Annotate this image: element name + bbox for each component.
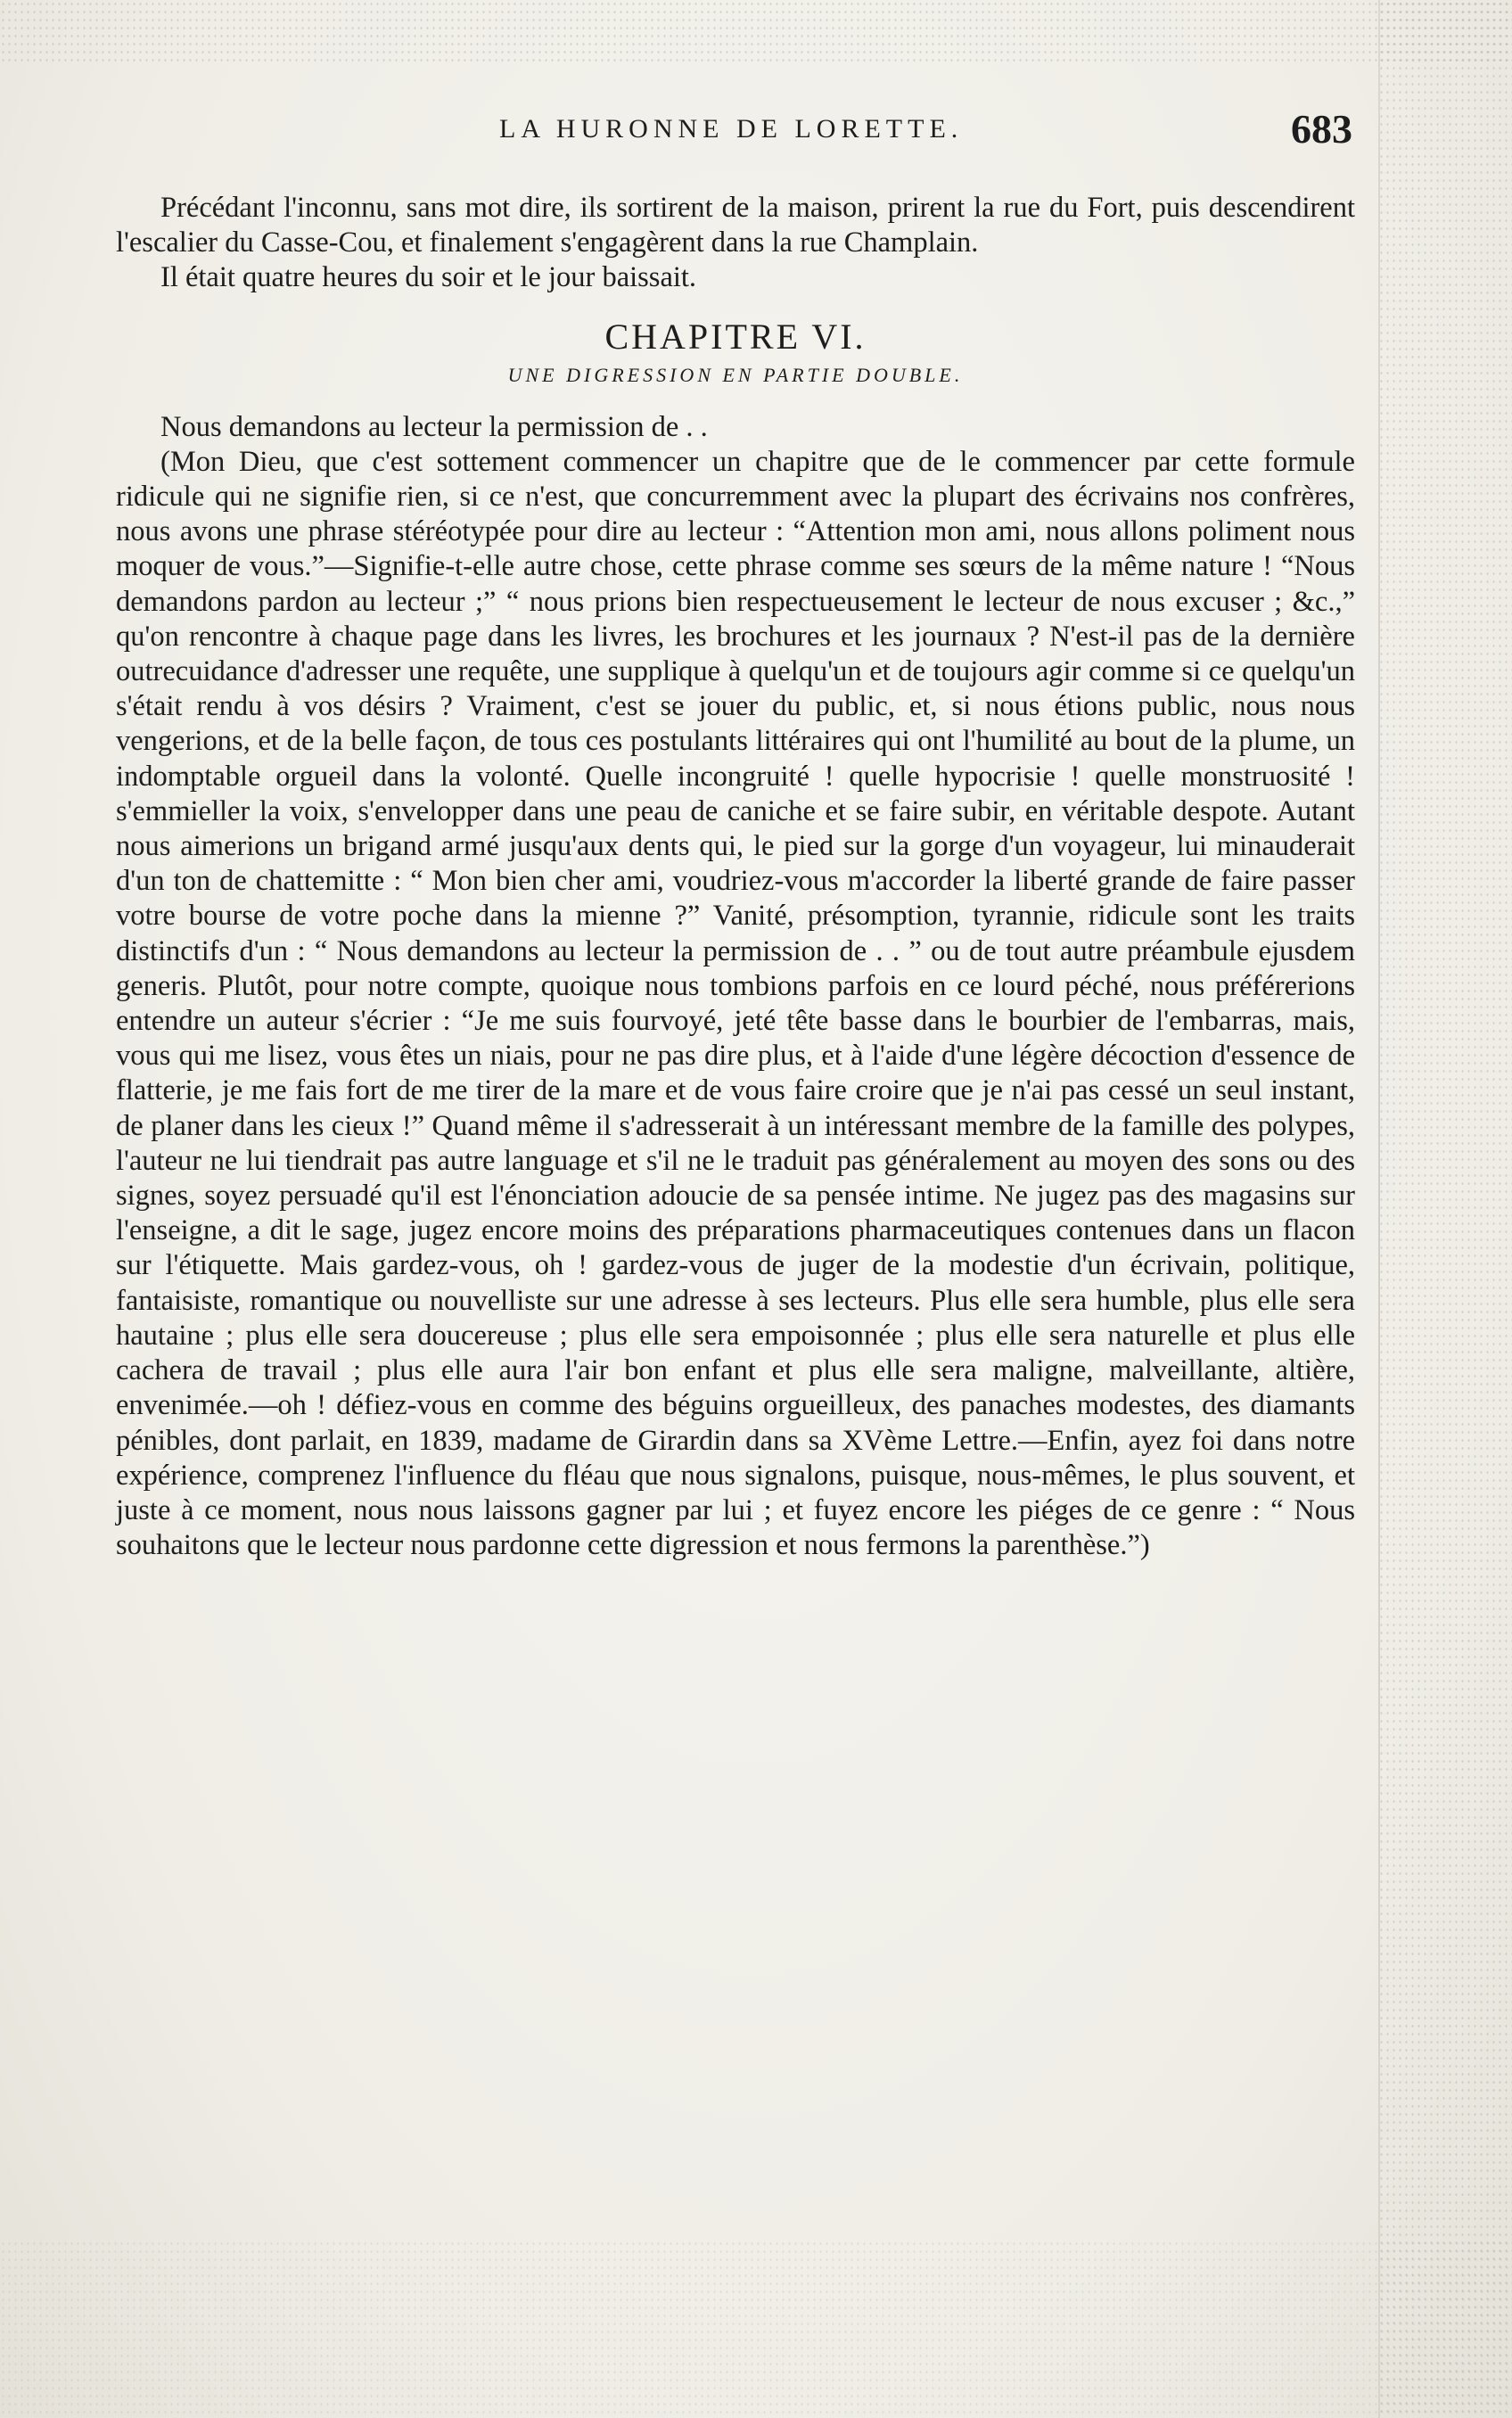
text-block (116, 191, 1355, 1563)
scan-noise-bottom (0, 2240, 1512, 2418)
page-fold-line (1378, 0, 1380, 2418)
scan-noise-right (1378, 0, 1512, 2418)
page-number: 683 (1291, 106, 1352, 152)
paragraph: (Mon Dieu, que c'est sottement commencer un chapitre que de le commencer par cette formule ridicule qui ne signifie rien, si ce n'est, que concurremment avec la plupart des écrivains nos confrères, nous avons une phrase stéréotypée pour dire au lecteur : “Attention mon ami, nous allons poliment nous moquer de vous.”—Signifie-t-elle autre chose, cette phrase comme ses sœurs de la même nature ! “Nous demandons pardon au lecteur ;” “ nous prions bien respectueusement le lecteur de nous excuser ; &c.,” qu'on rencontre à chaque page dans les livres, les brochures et les journaux ? N'est-il pas de la dernière outrecuidance d'adresser une requête, une supplique à quelqu'un et de toujours agir comme si ce quelqu'un s'était rendu à vos désirs ? Vraiment, c'est se jouer du public, et, si nous étions public, nous nous vengerions, et de la belle façon, de tous ces postulants littéraires qui ont l'humilité au bout de la plume, un indomptable orgueil dans la volonté. Quelle incongruité ! quelle hypocrisie ! quelle monstruosité ! s'emmieller la voix, s'envelopper dans une peau de caniche et se faire subir, en véritable despote. Autant nous aimerions un brigand armé jusqu'aux dents qui, le pied sur la gorge d'un voyageur, lui minauderait d'un ton de chattemitte : “ Mon bien cher ami, voudriez-vous m'accorder la liberté grande de faire passer votre bourse de votre poche dans la mienne ?” Vanité, présomption, tyrannie, ridicule sont les traits distinctifs d'un : “ Nous demandons au lecteur la permission de . . ” ou de tout autre préambule ejusdem generis. Plutôt, pour notre compte, quoique nous tombions parfois en ce lourd péché, nous préférerions entendre un auteur s'écrier : “Je me suis fourvoyé, jeté tête basse dans le bourbier de l'embarras, mais, vous qui me lisez, vous êtes un niais, pour ne pas dire plus, et à l'aide d'une légère décoction d'essence de flatterie, je me fais fort de me tirer de la mare et de vous faire croire que je n'ai pas cessé un seul instant, de planer dans les cieux !” Quand même il s'adresserait à un intéressant membre de la famille des polypes, l'auteur ne lui tiendrait pas autre language et s'il ne le traduit pas généralement au moyen des sons ou des signes, soyez persuadé qu'il est l'énonciation adoucie de sa pensée intime. Ne jugez pas des magasins sur l'enseigne, a dit le sage, jugez encore moins des préparations pharmaceutiques contenues dans un flacon sur l'étiquette. Mais gardez-vous, oh ! gardez-vous de juger de la modestie d'un écrivain, politique, fantaisiste, romantique ou nouvelliste sur une adresse à ses lecteurs. Plus elle sera humble, plus elle sera hautaine ; plus elle sera doucereuse ; plus elle sera empoisonnée ; plus elle sera naturelle et plus elle cachera de travail ; plus elle aura l'air bon enfant et plus elle sera maligne, malveillante, altière, envenimée.—oh ! défiez-vous en comme des béguins orgueilleux, des panaches modestes, des diamants pénibles, dont parlait, en 1839, madame de Girardin dans sa XVème Lettre.—Enfin, ayez foi dans notre expérience, comprenez l'influence du fléau que nous signalons, puisque, nous-mêmes, le plus souvent, et juste à ce moment, nous nous laissons gagner par lui ; et fuyez encore les piéges de ce genre : “ Nous souhaitons que le lecteur nous pardonne cette digression et nous fermons la parenthèse.”) (116, 445, 1355, 1562)
scan-noise-top (0, 0, 1512, 62)
paragraph: Nous demandons au lecteur la permission de . . (160, 410, 708, 443)
chapter-subtitle: UNE DIGRESSION EN PARTIE DOUBLE. (507, 363, 964, 386)
running-title: LA HURONNE DE LORETTE. (499, 114, 964, 144)
paragraph: Précédant l'inconnu, sans mot dire, ils sortirent de la maison, prirent la rue du Fort, puis descendirent l'escalier du Casse-Cou, et finalement s'engagèrent dans la rue Champlain. (116, 192, 1355, 259)
running-head (0, 105, 1512, 159)
paragraph: Il était quatre heures du soir et le jour baissait. (160, 261, 697, 294)
chapter-title: CHAPITRE VI. (604, 316, 867, 357)
